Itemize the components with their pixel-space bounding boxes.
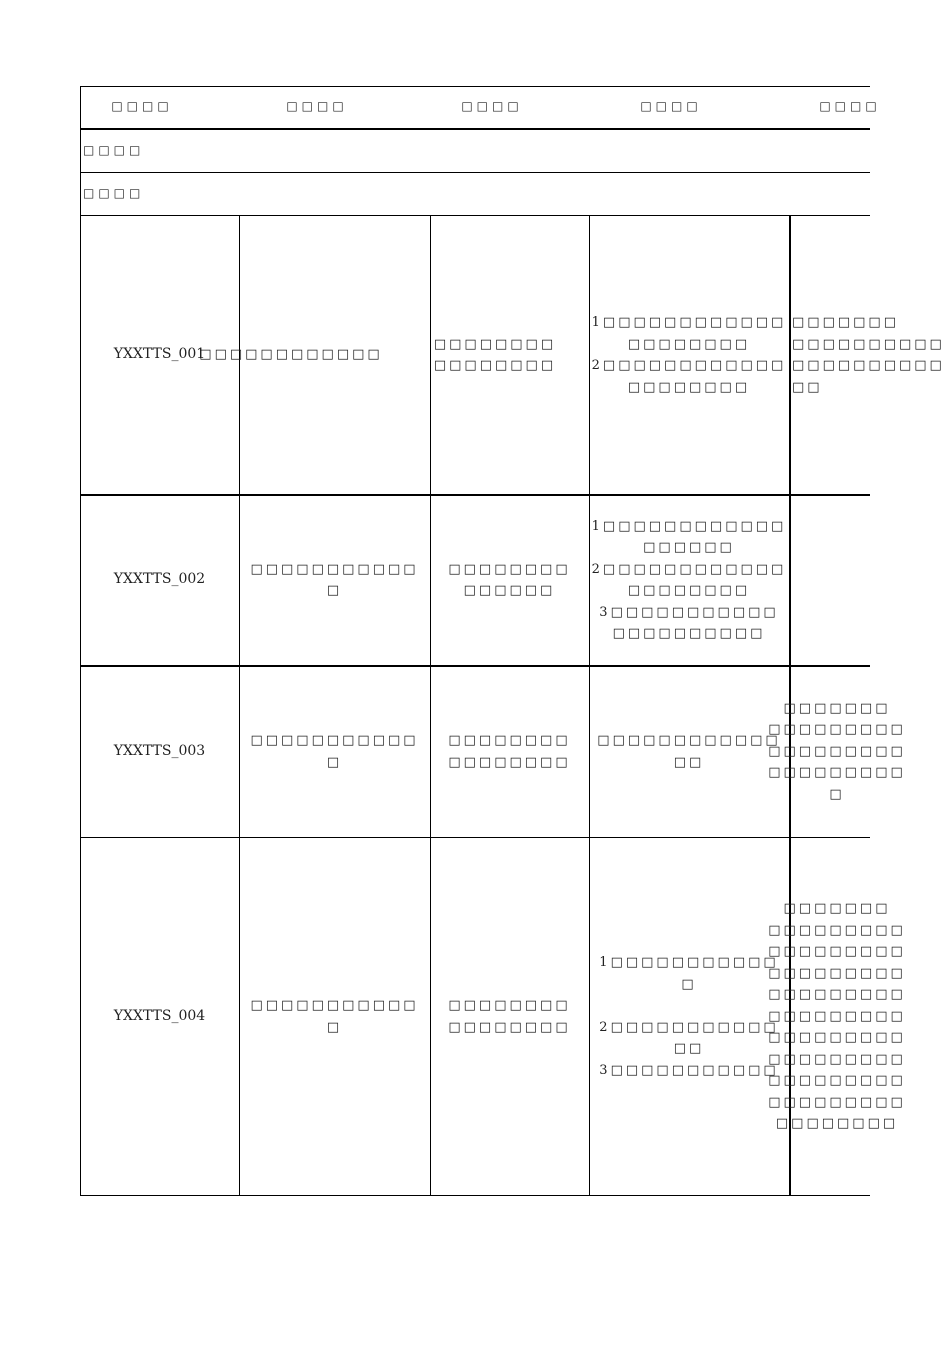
case-steps: □□□□□□□□□□□□ □□ xyxy=(597,733,781,770)
case-id: YXXTTS_002 xyxy=(113,571,206,588)
case-name: □□□□□□□□□□□ □ xyxy=(250,733,419,770)
header-cell: □□□□ xyxy=(640,99,702,114)
case-precondition: □□□□□□□□ □□□□□□□□ xyxy=(448,733,571,770)
case-expected xyxy=(792,495,892,665)
case-steps: 1□□□□□□□□□□□□ □□□□□□ 2□□□□□□□□□□□□ □□□□□□□□ 3□□□□□□□□□□□ □□□□□□□□□□ xyxy=(591,518,787,641)
case-name: □□□□□□□□□□□ □ xyxy=(250,998,419,1035)
case-id: YXXTTS_003 xyxy=(113,742,206,759)
case-name: □□□□□□□□□□□□ xyxy=(199,347,383,363)
case-expected: □□□□□□□ □□□□□□□□□□ □□□□□□□□□□ □□ xyxy=(792,315,945,395)
case-id: YXXTTS_004 xyxy=(113,1007,206,1024)
section-label: □□□□ xyxy=(83,186,145,201)
table-border-bottom xyxy=(80,1195,870,1196)
header-cell: □□□□ xyxy=(461,99,523,114)
header-cell: □□□□ xyxy=(286,99,348,114)
test-case-table xyxy=(80,86,945,1197)
header-cell: □□□□ xyxy=(819,99,881,114)
case-precondition: □□□□□□□□ □□□□□□□□ xyxy=(448,998,571,1035)
case-expected: □□□□□□□ □□□□□□□□□ □□□□□□□□□ □□□□□□□□□ □ xyxy=(768,700,906,802)
case-id: YXXTTS_001 xyxy=(113,346,206,363)
case-expected: □□□□□□□ □□□□□□□□□ □□□□□□□□□ □□□□□□□□□ □□□□□□□□□ □□□□□□□□□ □□□□□□□□□ □□□□□□□□□ □□□□□□□□□ □□□□□□□□□ □□□□□□□□ xyxy=(768,901,906,1132)
case-steps: 1□□□□□□□□□□□□ □□□□□□□□ 2□□□□□□□□□□□□ □□□□□□□□ xyxy=(591,315,787,395)
header-cell: □□□□ xyxy=(111,99,173,114)
section-label: □□□□ xyxy=(83,142,145,157)
case-name: □□□□□□□□□□□ □ xyxy=(250,561,419,598)
case-precondition: □□□□□□□□ □□□□□□□□ xyxy=(433,336,557,373)
case-steps: 1□□□□□□□□□□□ □ 2□□□□□□□□□□□ □□ 3□□□□□□□□□□□ xyxy=(599,955,779,1078)
case-precondition: □□□□□□□□ □□□□□□ xyxy=(448,561,571,598)
